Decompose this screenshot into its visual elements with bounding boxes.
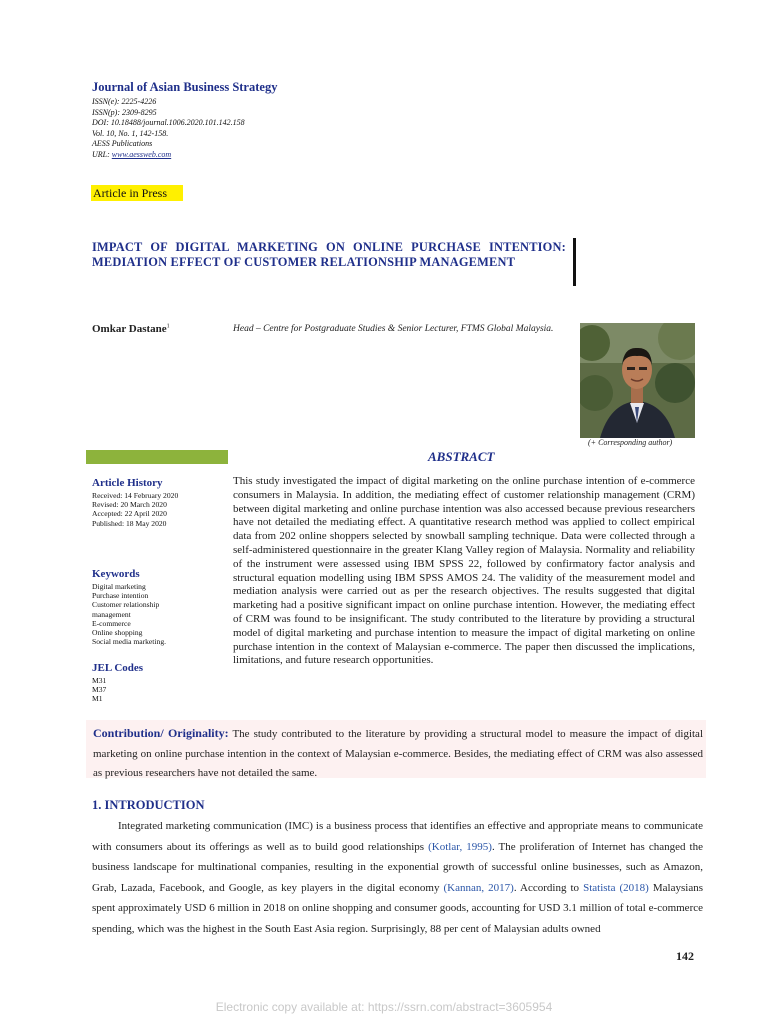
author-superscript: 1	[166, 323, 170, 330]
contribution-text	[93, 724, 703, 784]
contribution-body: The study contributed to the literature by providing a structural model to measure the impact of digital marketing on online purchase intention in the context of Malaysian e-commerce. Besides, the mediating effect of CRM was also assessed as previous researchers have not detailed the same.	[93, 728, 704, 779]
author-photo	[580, 323, 695, 438]
contribution-label: Contribution/ Originality:	[93, 726, 229, 740]
citation-statista-link[interactable]: Statista (2018)	[583, 881, 649, 894]
author-name-text: Omkar Dastane	[92, 323, 167, 335]
introduction-paragraph	[92, 816, 703, 939]
page-number: 142	[676, 949, 694, 963]
article-history	[92, 477, 178, 528]
journal-metadata	[92, 97, 245, 161]
volume: Vol. 10, No. 1, 142-158.	[92, 128, 169, 138]
jel-code: M1	[92, 694, 103, 704]
keyword-item: Purchase intention	[92, 591, 149, 601]
history-received: Received: 14 February 2020	[92, 491, 179, 500]
history-revised: Revised: 20 March 2020	[92, 500, 167, 510]
doi: DOI: 10.18488/journal.1006.2020.101.142.158	[92, 118, 245, 128]
sidebar-accent-bar	[86, 450, 228, 464]
introduction-heading: 1. INTRODUCTION	[92, 798, 205, 812]
jel-code: M31	[92, 676, 107, 685]
keywords-heading: Keywords	[92, 568, 140, 580]
url-label: URL:	[92, 149, 110, 159]
title-divider	[573, 238, 576, 286]
history-accepted: Accepted: 22 April 2020	[92, 509, 167, 519]
abstract-heading: ABSTRACT	[428, 449, 495, 464]
jel-code: M37	[92, 685, 107, 695]
jel-codes-heading: JEL Codes	[92, 662, 144, 674]
url-line	[92, 150, 245, 161]
author-affiliation: Head – Centre for Postgraduate Studies & Senior Lecturer, FTMS Global Malaysia.	[233, 324, 554, 334]
history-published: Published: 18 May 2020	[92, 518, 167, 528]
intro-text: . The proliferation of Internet has changed the business landscape for multinational companies, resulting in the exponential growth of successful online businesses, such as Amazon, Grab, Lazada, Facebook, and Google, as key players in the digital economy	[92, 840, 704, 894]
keyword-item: E-commerce	[92, 618, 131, 628]
keywords	[92, 568, 166, 646]
issn-electronic: ISSN(e): 2225-4226	[92, 97, 157, 106]
issn-print: ISSN(p): 2309-8295	[92, 107, 157, 117]
keyword-item: Customer relationship	[92, 600, 160, 610]
keyword-item: Digital marketing	[92, 582, 146, 591]
article-history-heading: Article History	[92, 477, 163, 489]
publisher: AESS Publications	[92, 139, 153, 149]
journal-title: Journal of Asian Business Strategy	[92, 80, 278, 94]
article-title: IMPACT OF DIGITAL MARKETING ON ONLINE PURCHASE INTENTION: MEDIATION EFFECT OF CUSTOMER RELATIONSHIP MANAGEMENT	[92, 240, 566, 269]
author-name	[92, 323, 170, 335]
ssrn-footer: Electronic copy available at: https://ssrn.com/abstract=3605954	[215, 1000, 553, 1014]
corresponding-author-note: (+ Corresponding author)	[588, 438, 673, 447]
journal-url-link[interactable]: www.aessweb.com	[111, 149, 172, 159]
citation-kannan-link[interactable]: (Kannan, 2017)	[443, 881, 514, 894]
intro-text: Malaysians spent approximately USD 6 million in 2018 on online shopping and consumer goods, accounting for USD 3.1 million of total e-commerce spending, which was the highest in the South East Asia region. Surprisingly, 88 per cent of Malaysian adults owned	[92, 881, 703, 935]
jel-codes	[92, 662, 143, 704]
keyword-item: Social media marketing.	[92, 637, 167, 647]
abstract-text: This study investigated the impact of digital marketing on the online purchase intention of e-commerce consumers in Malaysia. In addition, the mediating effect of customer relationship management (CRM) between digital marketing and online purchase intention was also accessed because previous researchers have not detailed the mediating effect. A quantitative research method was applied to collect empirical data from 202 online shoppers selected by snowball sampling technique. Data were collected through a self-administered questionnaire in the greater Klang Valley region of Malaysia. Normality and reliability of the instrument were assessed using IBM SPSS 22, followed by confirmatory factor analysis and structural equation modelling using IBM SPSS AMOS 24. The validity of the measurement model and mediation analysis were carried out as per the research objectives. The results suggested that digital marketing had a positive significant impact on online purchase intention. However, the mediating effect of CRM was found to be insignificant. The study contributed to the literature by providing a structural model of digital marketing and purchase intention to measure the impact of digital marketing on online purchase intention in the context of Malaysian e-commerce. The paper then discussed the implications, limitations, and future research opportunities.	[233, 475, 695, 667]
keyword-item: Online shopping	[92, 628, 143, 638]
intro-text: Integrated marketing communication (IMC) is a business process that identifies an effective and appropriate means to communicate with consumers about its offerings as well as to build good relationships	[92, 820, 703, 853]
intro-text: . According to	[513, 881, 584, 894]
citation-kotlar-link[interactable]: (Kotlar, 1995)	[428, 840, 492, 853]
article-in-press-badge: Article in Press	[91, 185, 183, 201]
keyword-item: management	[92, 609, 131, 619]
